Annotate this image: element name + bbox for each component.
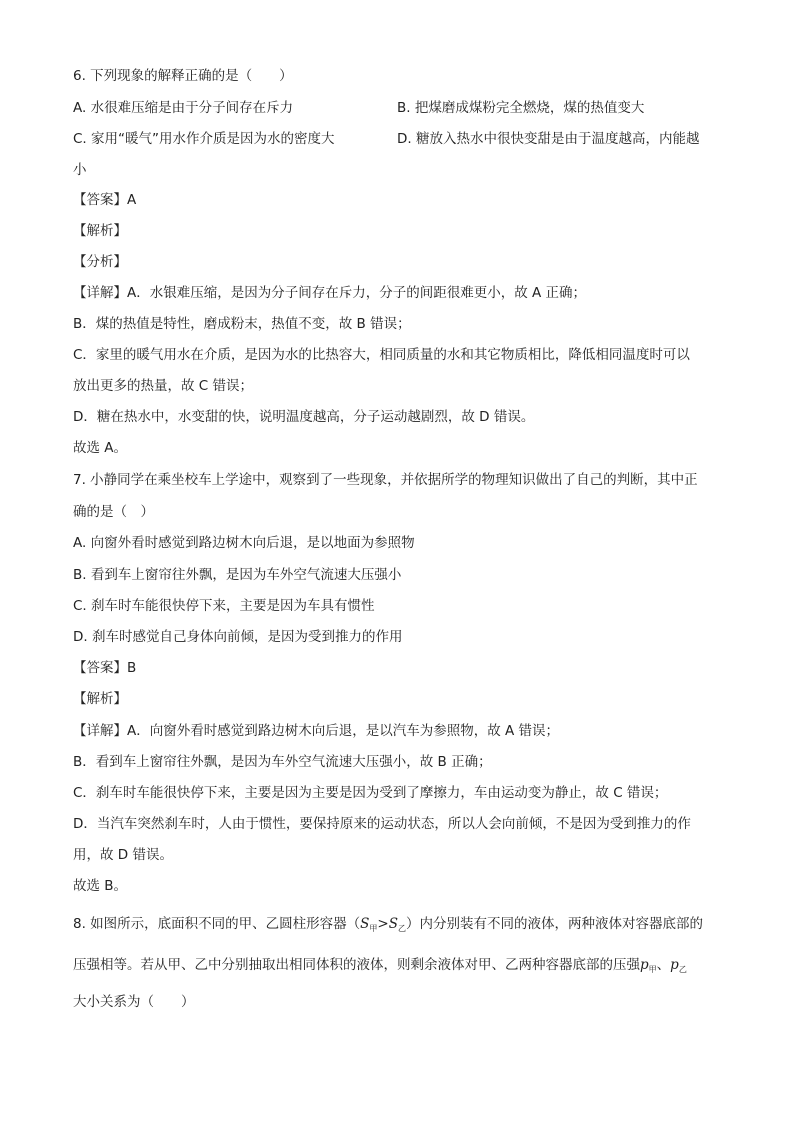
q6-option-a: A. 水很难压缩是由于分子间存在斥力 [73, 100, 294, 116]
q7-detail-line: 【详解】A．向窗外看时感觉到路边树木向后退，是以汽车为参照物，故 A 错误； [73, 723, 560, 739]
area-symbol: S [388, 916, 398, 932]
q8-stem-text: 8. 如图所示，底面积不同的甲、乙圆柱形容器（ [73, 916, 361, 932]
q8-stem-text: 压强相等。若从甲、乙中分别抽取出相同体积的液体，则剩余液体对甲、乙两种容器底部的压强 [73, 957, 640, 973]
q7-stem-line1: 7. 小静同学在乘坐校车上学途中，观察到了一些现象，并依据所学的物理知识做出了自己的判断，其中正 [73, 472, 698, 488]
q7-option-b: B. 看到车上窗帘往外飘，是因为车外空气流速大压强小 [73, 567, 402, 583]
q6-detail-line: 【详解】A．水银难压缩，是因为分子间存在斥力，分子的间距很难更小，故 A 正确； [73, 285, 587, 301]
q7-stem-line2: 确的是（ ） [73, 504, 154, 520]
q7-analysis-heading: 【解析】 [73, 691, 127, 707]
subscript-jia: 甲 [648, 965, 657, 974]
q6-answer: 【答案】A [73, 192, 137, 208]
subscript-jia: 甲 [369, 924, 378, 933]
greater-than-sign: > [377, 916, 389, 932]
separator: 、 [656, 957, 671, 973]
q6-option-d-continued: 小 [73, 162, 87, 178]
q7-answer: 【答案】B [73, 660, 137, 676]
q6-detail-line: 放出更多的热量，故 C 错误； [73, 378, 254, 394]
q6-analysis-heading: 【解析】 [73, 223, 127, 239]
q7-detail-line: C．刹车时车能很快停下来，主要是因为主要是因为受到了摩擦力，车由运动变为静止，故 C 错误； [73, 785, 668, 801]
q6-detail-line: C．家里的暖气用水在介质，是因为水的比热容大，相同质量的水和其它物质相比，降低相同温度时可以 [73, 347, 690, 363]
subscript-yi: 乙 [397, 924, 406, 933]
q6-option-c: C. 家用“暖气”用水作介质是因为水的密度大 [73, 131, 335, 147]
q7-detail-line: B．看到车上窗帘往外飘，是因为车外空气流速大压强小，故 B 正确； [73, 754, 492, 770]
pressure-symbol: p [670, 957, 679, 973]
subscript-yi: 乙 [678, 965, 687, 974]
q7-detail-line: 用，故 D 错误。 [73, 847, 173, 863]
q6-stem: 6. 下列现象的解释正确的是（ ） [73, 68, 293, 84]
pressure-symbol: p [640, 957, 649, 973]
q6-fenxi-heading: 【分析】 [73, 254, 127, 270]
q8-stem-line3: 大小关系为（ ） [73, 994, 195, 1010]
q6-option-d: D. 糖放入热水中很快变甜是由于温度越高，内能越 [397, 131, 700, 147]
q7-option-c: C. 刹车时车能很快停下来，主要是因为车具有惯性 [73, 598, 375, 614]
q7-option-a: A. 向窗外看时感觉到路边树木向后退，是以地面为参照物 [73, 535, 415, 551]
q6-detail-line: B．煤的热值是特性，磨成粉末，热值不变，故 B 错误； [73, 316, 411, 332]
q8-stem-line1 [73, 914, 703, 939]
q6-conclusion: 故选 A。 [73, 440, 128, 456]
q8-stem-line2 [73, 955, 687, 980]
q7-detail-line: D．当汽车突然刹车时，人由于惯性，要保持原来的运动状态，所以人会向前倾，不是因为受到推力的作 [73, 816, 691, 832]
q7-conclusion: 故选 B。 [73, 878, 128, 894]
area-symbol: S [360, 916, 370, 932]
q8-stem-text: ）内分别装有不同的液体，两种液体对容器底部的 [405, 916, 703, 932]
q6-option-b: B. 把煤磨成煤粉完全燃烧，煤的热值变大 [397, 100, 645, 116]
q6-detail-line: D．糖在热水中，水变甜的快，说明温度越高，分子运动越剧烈，故 D 错误。 [73, 409, 535, 425]
q7-option-d: D. 刹车时感觉自己身体向前倾，是因为受到推力的作用 [73, 629, 403, 645]
